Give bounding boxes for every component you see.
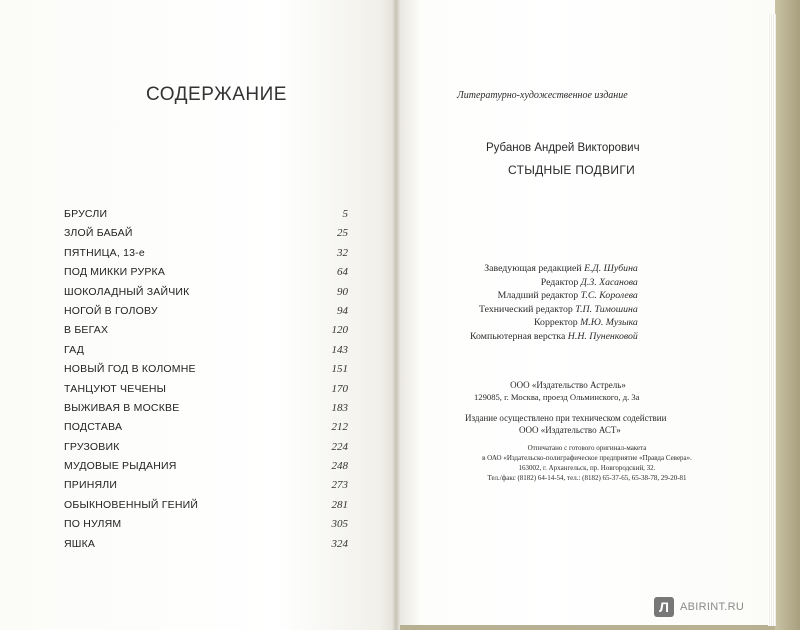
- staff-name: Н.Н. Пуненковой: [567, 330, 638, 342]
- toc-entry-title: В БЕГАХ: [64, 324, 109, 337]
- toc-heading: СОДЕРЖАНИЕ: [146, 84, 287, 105]
- toc-entry: [64, 479, 348, 498]
- toc-entry: [64, 208, 348, 227]
- toc-entry-title: ТАНЦУЮТ ЧЕЧЕНЫ: [64, 382, 167, 395]
- toc-entry-page: 64: [337, 266, 348, 279]
- toc-entry: [64, 344, 348, 363]
- book-cover-right-edge: [775, 0, 800, 630]
- toc-entry-title: ГРУЗОВИК: [64, 440, 120, 453]
- technical-support-publisher: ООО «Издательство АСТ»: [519, 425, 621, 435]
- printing-info-line: 163002, г. Архангельск, пр. Новгородский, 32.: [518, 464, 656, 472]
- toc-entry-title: ПРИНЯЛИ: [64, 479, 118, 492]
- staff-role: Компьютерная верстка: [470, 330, 566, 342]
- toc-entry-page: 224: [331, 440, 348, 453]
- staff-credits: [470, 262, 638, 344]
- toc-entry: [64, 421, 348, 440]
- toc-entry: [64, 402, 348, 421]
- toc-entry-page: 170: [331, 382, 348, 395]
- publisher-name: ООО «Издательство Астрель»: [510, 380, 626, 390]
- toc-list: [64, 208, 348, 557]
- toc-entry-title: ПО НУЛЯМ: [64, 518, 122, 531]
- toc-entry-page: 305: [331, 518, 348, 531]
- toc-entry-title: НОГОЙ В ГОЛОВУ: [64, 304, 158, 317]
- toc-entry-title: ЗЛОЙ БАБАЙ: [64, 227, 133, 240]
- staff-name: Т.П. Тимошина: [575, 303, 638, 315]
- toc-entry-page: 151: [331, 363, 348, 376]
- staff-credit-line: [470, 276, 638, 290]
- toc-entry-title: ПОДСТАВА: [64, 421, 123, 434]
- toc-entry: [64, 227, 348, 246]
- toc-entry-title: ГАД: [64, 343, 85, 356]
- printing-info-line: Тел./факс (8182) 64-14-54, тел.: (8182) 65-37-65, 65-38-78, 29-20-81: [487, 474, 687, 482]
- toc-entry-page: 273: [331, 479, 348, 492]
- author-name: Рубанов Андрей Викторович: [486, 142, 640, 154]
- toc-entry: [64, 441, 348, 460]
- staff-credit-line: [470, 289, 638, 303]
- publisher-address: 129085, г. Москва, проезд Ольминского, д. 3а: [474, 392, 640, 402]
- toc-entry-page: 143: [331, 343, 348, 356]
- printing-info-line: в ОАО «Издательско-полиграфическое предприятие «Правда Севера».: [482, 454, 692, 462]
- toc-entry-page: 281: [331, 498, 348, 511]
- toc-entry: [64, 305, 348, 324]
- staff-role: Заведующая редакцией: [484, 263, 582, 274]
- staff-role: Младший редактор: [497, 290, 579, 302]
- book-title: СТЫДНЫЕ ПОДВИГИ: [508, 163, 636, 177]
- staff-credit-line: [470, 316, 638, 330]
- book-gutter: [392, 0, 400, 630]
- toc-entry: [64, 518, 348, 537]
- toc-entry-title: ПЯТНИЦА, 13-е: [64, 246, 145, 259]
- technical-support-line: Издание осуществлено при техническом содействии: [465, 413, 667, 423]
- toc-entry-title: ПОД МИККИ РУРКА: [64, 266, 166, 279]
- staff-credit-line: [470, 262, 638, 276]
- toc-entry-title: МУДОВЫЕ РЫДАНИЯ: [64, 460, 177, 473]
- toc-entry-title: ШОКОЛАДНЫЙ ЗАЙЧИК: [64, 285, 190, 298]
- toc-entry: [64, 363, 348, 382]
- toc-entry: [64, 286, 348, 305]
- staff-role: Редактор: [540, 276, 579, 288]
- labirint-logo-icon: Л: [654, 597, 674, 617]
- printing-info: [456, 443, 718, 483]
- toc-entry-page: 5: [342, 208, 348, 220]
- toc-entry: [64, 266, 348, 285]
- toc-entry: [64, 460, 348, 479]
- toc-entry-page: 324: [331, 537, 348, 550]
- toc-entry-title: НОВЫЙ ГОД В КОЛОМНЕ: [64, 363, 196, 376]
- toc-entry: [64, 383, 348, 402]
- watermark-text: ABIRINT.RU: [680, 601, 745, 613]
- toc-entry: [64, 324, 348, 343]
- toc-entry-page: 25: [337, 227, 348, 240]
- toc-entry-page: 32: [337, 246, 348, 259]
- staff-name: М.Ю. Музыка: [580, 317, 638, 329]
- toc-entry-title: ВЫЖИВАЯ В МОСКВЕ: [64, 401, 180, 414]
- toc-entry-page: 212: [331, 421, 348, 434]
- toc-entry-title: ЯШКА: [64, 537, 96, 550]
- toc-entry-page: 183: [331, 401, 348, 414]
- edition-type: Литературно-художественное издание: [457, 90, 628, 101]
- staff-name: Д.З. Хасанова: [580, 276, 638, 288]
- staff-name: Е.Д. Шубина: [584, 263, 638, 274]
- page-edges: [768, 14, 776, 626]
- toc-entry: [64, 499, 348, 518]
- printing-info-line: Отпечатано с готового оригинал-макета: [527, 444, 647, 452]
- toc-entry-page: 90: [337, 285, 348, 298]
- toc-entry: [64, 247, 348, 266]
- toc-entry-page: 120: [331, 324, 348, 337]
- toc-entry-page: 94: [337, 304, 348, 317]
- toc-entry-page: 248: [331, 460, 348, 473]
- staff-credit-line: [470, 330, 638, 344]
- staff-role: Технический редактор: [478, 303, 573, 315]
- staff-credit-line: [470, 303, 638, 317]
- toc-entry-title: БРУСЛИ: [64, 208, 108, 220]
- toc-entry-title: ОБЫКНОВЕННЫЙ ГЕНИЙ: [64, 498, 199, 511]
- staff-role: Корректор: [534, 317, 578, 329]
- staff-name: Т.С. Королева: [580, 290, 638, 302]
- toc-entry: [64, 538, 348, 557]
